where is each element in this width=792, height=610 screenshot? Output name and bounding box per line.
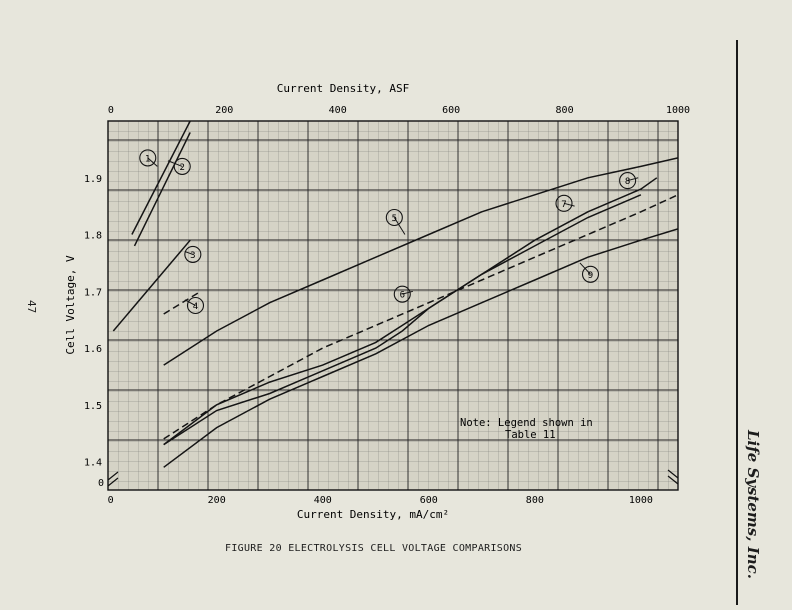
company-name: Life Systems, Inc. — [744, 430, 762, 579]
page-number: 47 — [25, 300, 38, 314]
callout-label-1: 1 — [145, 154, 151, 165]
y-tick-label-zero: 0 — [97, 478, 104, 489]
legend-note-line-2: Table 11 — [505, 429, 556, 441]
y-tick-label: 1.9 — [83, 173, 102, 185]
y-tick-label: 1.8 — [83, 230, 102, 242]
x2-tick-label: 1000 — [665, 105, 691, 116]
x2-tick-label: 600 — [442, 105, 461, 116]
x-tick-label: 800 — [525, 495, 544, 506]
callout-label-9: 9 — [587, 270, 594, 281]
x2-tick-label: 200 — [215, 105, 234, 116]
y-tick-label: 1.5 — [83, 400, 102, 412]
x-axis-top-ticks — [108, 105, 690, 116]
x-tick-label: 400 — [313, 495, 332, 506]
legend-note-line-1: Note: Legend shown in — [460, 417, 593, 429]
x2-tick-label: 0 — [107, 105, 114, 116]
x-axis-bottom-ticks — [108, 495, 653, 506]
company-bar — [736, 40, 738, 605]
callout-label-2: 2 — [179, 162, 185, 173]
y-tick-label: 1.7 — [83, 287, 102, 299]
x-tick-label: 200 — [207, 495, 226, 506]
x-tick-label: 600 — [419, 495, 438, 506]
x-tick-label: 0 — [107, 495, 114, 506]
callout-label-4: 4 — [192, 302, 199, 312]
figure-caption: FIGURE 20 ELECTROLYSIS CELL VOLTAGE COMPARISONS — [225, 543, 523, 554]
x-tick-label: 1000 — [628, 495, 653, 506]
x2-tick-label: 800 — [555, 105, 574, 116]
x2-axis-label: Current Density, ASF — [276, 82, 410, 95]
callout-label-5: 5 — [391, 214, 398, 225]
x2-tick-label: 400 — [328, 105, 347, 116]
callout-label-3: 3 — [190, 250, 196, 261]
callout-label-6: 6 — [399, 290, 405, 301]
callout-label-7: 7 — [561, 199, 567, 210]
y-axis-ticks — [84, 174, 104, 489]
y-tick-label: 1.6 — [83, 344, 102, 356]
y-axis-label: Cell Voltage, V — [64, 255, 77, 355]
y-tick-label: 1.4 — [83, 457, 102, 469]
callout-label-8: 8 — [624, 177, 631, 188]
x-axis-label: Current Density, mA/cm² — [296, 508, 450, 521]
